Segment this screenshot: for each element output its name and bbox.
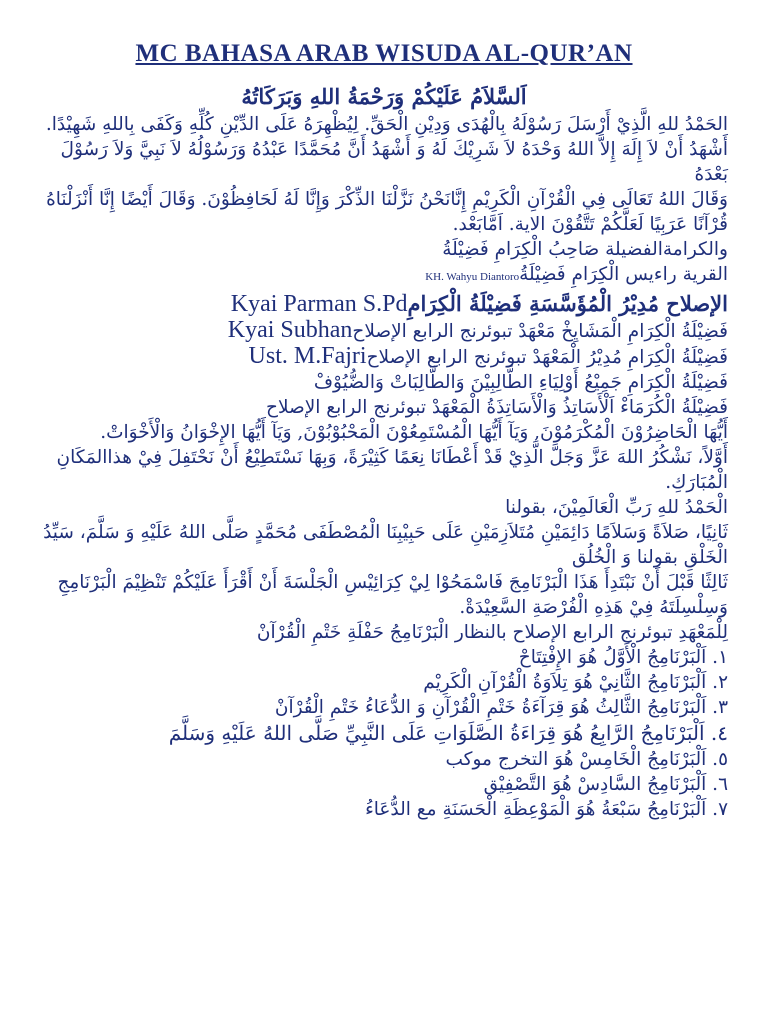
arabic-text: فَضِيْلَةُ الْكِرَامِ مُدِيْرُ الْمَعْهَدْ تبوئرنج الرابع الإصلاح (366, 347, 728, 368)
name-text: Kyai Subhan (221, 317, 353, 343)
document-line (40, 262, 728, 290)
arabic-text: ١. اَلْبَرْنَامِجُ الْأَوَّلُ هُوَ الإِفْتِتَاحْ (518, 647, 728, 668)
arabic-text: ٢. اَلْبَرْنَامِجُ الثَّانِيْ هُوَ تِلاَوَةُ الْقُرْآنِ الْكَرِيْم (423, 672, 728, 693)
document-line (40, 237, 728, 262)
arabic-text: أَيُّهَا الْحَاضِرُوْنَ الْمُكْرَمُوْنَ, وَيَآ أَيُّهَا الْمُسْتَمِعُوْنَ الْمَحْبُوْبُوْنَ, وَيَآ أَيُّهَا الإِخْوَانُ وَالْأَخْوَاتْ. (100, 422, 728, 443)
arabic-text: والكرامةالفضيلة صَاحِبُ الْكِرَامِ فَضِيْلَةُ (442, 239, 728, 260)
document-line (40, 720, 728, 747)
document-line (40, 695, 728, 720)
arabic-text: الحَمْدُ للهِ الَّذِيْ أَرْسَلَ رَسُوْلَهُ بِالْهُدَى وَدِيْنِ الْحَقِّ. لِيُظْهِرَهُ عَلَى الدِّيْنِ كُلِّهِ وَكَفَى بِاللهِ شَهِيْدًا. (45, 114, 728, 135)
document-line (40, 445, 728, 495)
document-line (40, 520, 728, 570)
document-line (40, 495, 728, 520)
document-line (40, 570, 728, 620)
document-line (40, 772, 728, 797)
arabic-text: القرية راءيس الْكِرَامِ فَضِيْلَةُ (519, 264, 728, 285)
arabic-text: ٧. اَلْبَرْنَامِجُ سَبْعَةُ هُوَ الْمَوْعِظَةِ الْحَسَنَةِ مع الدُّعَاءُ (365, 799, 728, 820)
arabic-text: ٦. اَلْبَرْنَامِجُ السَّادِسْ هُوَ التَّصْفِيْق (483, 774, 728, 795)
arabic-text: الإصلاح مُدِيْرُ الْمُؤَسَّسَةِ فَضِيْلَةُ الْكِرَامِ (407, 291, 728, 316)
name-text: Ust. M.Fajri (242, 343, 367, 369)
greeting-salam: اَلسَّلاَمُ عَلَيْكُمْ وَرَحْمَةُ اللهِ وَبَرَكَاتُهُ (241, 84, 527, 109)
document-body (40, 112, 728, 822)
document-line (40, 620, 728, 645)
arabic-text: الْحَمْدُ للهِ رَبِّ الْعَالَمِيْنَ، بقولنا (505, 497, 728, 518)
arabic-text: فَضِيْلَةُ الْكِرَامِ جَمِيْعُ أَوْلِيَاءِ الطَّالِبِيْنَ وَالطَّالِبَاتْ وَالضُّيُوْفْ (313, 372, 728, 393)
document-line (40, 670, 728, 695)
arabic-text: فَضِيْلَةُ الْكُرَمَاءْ اَلْأَسَاتِذُ وَالْأَسَاتِذَةُ الْمَعْهَدْ تبوئرنج الرابع الإصلاح (266, 397, 728, 418)
document-line (40, 420, 728, 445)
document-line (40, 370, 728, 395)
document-line (40, 318, 728, 344)
arabic-text: وَقَالَ اللهُ تَعَالَى فِي الْقُرْآنِ الْكَرِيْمِ إِنَّانَحْنُ نَزَّلْنَا الذِّكْرَ وَإِنَّا لَهُ لَحَافِظُوْنَ. وَقَالَ أَيْضًا إِنَّا أَنْزَلْنَاهُ قُرْآنًا عَرَبِيًا لَعَلَّكُمْ تَتَّقُوْنَ الاية. اَمَّابَعْد. (46, 189, 728, 235)
arabic-text: ثَانِيًا، صَلاَةً وَسَلاَمًا دَائِمَيْنِ مُتَلاَزِمَيْنِ عَلَى حَبِيْبِنَا الْمُصْطَفَى مُحَمَّدٍ صَلَّى اللهُ عَلَيْهِ وَ سَلَّمَ، سَيِّدُ الْخَلْقِ بقولنا وَ الْخُلُق (43, 522, 728, 568)
document-line (40, 290, 728, 318)
page-title: MC BAHASA ARAB WISUDA AL-QUR’AN (135, 40, 633, 67)
document-line (40, 395, 728, 420)
name-text: Kyai Parman S.Pd (224, 291, 408, 317)
document-line (40, 187, 728, 237)
document-line (40, 645, 728, 670)
document-line (40, 797, 728, 822)
arabic-text: ٤. اَلْبَرْنَامِجُ الرَّابِعُ هُوَ قِرَاءَةُ الصَّلَوَاتِ عَلَى النَّبِيِّ صَلَّى اللهُ عَلَيْهِ وَسَلَّمَ (168, 721, 728, 745)
arabic-text: ٣. اَلْبَرْنَامِجُ الثَّالِثُ هُوَ قِرَآءَةُ خَتْمِ الْقُرْآنِ وَ الدُّعَاءُ خَتْمِ الْقُرْآنْ (274, 697, 728, 718)
arabic-text: ٥. اَلْبَرْنَامِجُ الْخَامِسْ هُوَ التخرج موكب (445, 749, 728, 770)
arabic-text: أَوَّلاً، نَشْكُرُ اللهَ عَزَّ وَجَلَّ الَّذِيْ قَدْ أَعْطَانَا نِعَمًا كَثِيْرَةً، وَبِهَا نَسْتَطِيْعُ أَنْ نَحْتَفِلَ فِيْ هذاالمَكَانِ الْمُبَارَكِ. (56, 447, 728, 493)
arabic-text: لِلْمَعْهَدِ تبوئرنج الرابع الإصلاح بالنظار الْبَرْنَامِجُ حَفْلَةِ خَتْمِ الْقُرْآنْ (256, 622, 728, 643)
name-text: KH. Wahyu Diantoro (422, 271, 520, 283)
document-line (40, 344, 728, 370)
arabic-text: فَضِيْلَةُ الْكِرَامِ الْمَشَايِخْ مَعْهَدْ تبوئرنج الرابع الإصلاح (352, 321, 728, 342)
document-line (40, 112, 728, 137)
document-line (40, 137, 728, 187)
document-line (40, 747, 728, 772)
arabic-text: أَشْهَدُ أَنْ لاَ إِلَهَ إِلاَّ اللهُ وَحْدَهُ لاَ شَرِيْكَ لَهُ وَ أَشْهَدُ أَنَّ مُحَمَّدًا عَبْدُهُ وَرَسُوْلُهُ لاَ نَبِيَّ وَلاَ رَسُوْلَ بَعْدَهُ (60, 139, 728, 185)
arabic-text: ثَالِثًا قَبْلَ أَنْ نَبْتَدِأَ هَذَا الْبَرْنَامِجَ فَاسْمَحُوْا لِيْ كِرَائِيْسِ الْجَلْسَةَ أَنْ أَقْرَأَ عَلَيْكُمْ تَنْظِيْمَ الْبَرْنَامِجِ وَسِلْسِلَتَهُ فِيْ هَذِهِ الْفُرْصَةِ السَّعِيْدَةْ. (57, 572, 728, 618)
